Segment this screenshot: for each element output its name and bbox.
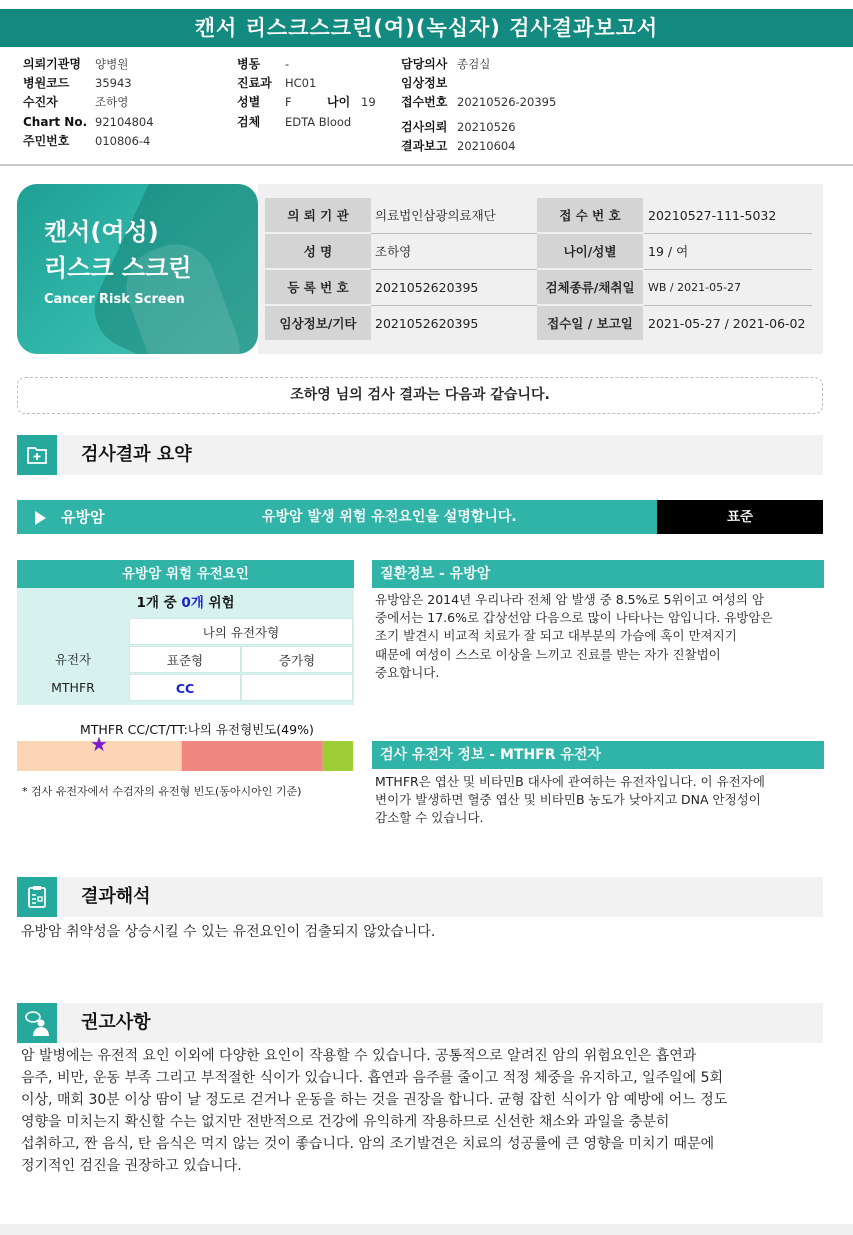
disease-info-line: 중에서는 17.6%로 갑상선암 다음으로 많이 나타나는 암입니다. 유방암은 [375,610,773,626]
risk-count [17,590,354,617]
info-key: 나이/성별 [537,234,643,268]
header-key: 의뢰기관명 [23,57,81,71]
gene-column-header: 유전자 [54,652,92,667]
disease-info-line: 중요합니다. [375,664,440,680]
recommendation-line: 음주, 비만, 운동 부족 그리고 부적절한 식이가 있습니다. 흡연과 음주를 줄이고 적정 체중을 유지하고, 일주일에 5회 [21,1070,724,1086]
header-value: 010806-4 [95,133,151,148]
recommendation-line: 영향을 미치는지 확신할 수는 없지만 전반적으로 건강에 유익하게 작용하므로 신선한 채소와 과일을 충분히 [21,1114,670,1130]
header-key: 접수번호 [401,95,448,110]
header-key: 수진자 [23,95,58,110]
header-key: Chart No. [23,114,88,129]
standard-header: 표준형 [129,646,241,673]
frequency-segment-1 [182,741,323,771]
increased-header: 증가형 [241,646,353,673]
page-bottom-strip [0,1224,853,1235]
cancer-name: 유방암 [61,508,105,526]
frequency-bar [17,741,353,771]
info-key: 등 록 번 호 [265,270,371,304]
info-key: 검체종류/채취일 [537,270,643,304]
increased-value [241,674,353,701]
frequency-segment-2 [323,741,353,771]
report-title: 캔서 리스크스크린(여)(녹십자) 검사결과보고서 [0,9,853,47]
header-col-1 [23,55,154,151]
section-interpretation-header [17,877,823,917]
gene-info-body [375,773,823,828]
star-icon: ★ [90,732,108,756]
header-col-2 [237,55,376,132]
info-key: 접 수 번 호 [537,198,643,232]
result-intro: 조하영 님의 검사 결과는 다음과 같습니다. [17,377,823,414]
header-value: 조하영 [95,95,129,110]
header-key: 병원코드 [23,76,70,91]
header-key: 검체 [237,114,261,129]
section-title: 결과해석 [81,886,151,907]
standard-value: CC [129,674,241,701]
header-key: 나이 [327,95,351,110]
header-col-3 [401,55,556,156]
header-value: 20210604 [457,138,516,153]
gene-info-line: 감소할 수 있습니다. [375,810,484,826]
header-value: 종검실 [457,57,491,71]
gene-info-line: 변이가 발생하면 혈중 엽산 및 비타민B 농도가 낮아지고 DNA 안정성이 [375,792,761,808]
info-value: 2021-05-27 / 2021-06-02 [648,315,806,331]
header-value: HC01 [285,76,317,91]
patient-info-table [258,184,823,354]
section-recommendation-header [17,1003,823,1043]
gene-risk-panel [17,560,354,705]
banner-title-line1: 캔서(여성) [44,218,159,246]
gene-panel-title: 유방암 위험 유전요인 [17,560,354,588]
frequency-label: MTHFR CC/CT/TT:나의 유전형빈도(49%) [80,722,314,737]
banner-subtitle: Cancer Risk Screen [44,292,185,307]
recommendation-text [21,1045,826,1177]
info-value: WB / 2021-05-27 [648,280,742,294]
play-triangle-icon [35,511,46,525]
header-value: 35943 [95,76,132,91]
cancer-bar [17,500,823,534]
header-key: 임상정보 [401,76,448,91]
interpretation-text: 유방암 취약성을 상승시킬 수 있는 유전요인이 검출되지 않았습니다. [21,924,436,940]
cancer-description: 유방암 발생 위험 유전요인을 설명합니다. [262,509,517,525]
gene-name: MTHFR [51,680,95,695]
info-key: 임상정보/기타 [265,306,371,340]
header-key: 담당의사 [401,57,448,71]
disease-info-body [375,591,823,682]
my-genotype-header: 나의 유전자형 [129,618,353,645]
header-key: 진료과 [237,76,272,91]
info-value: 조하영 [375,244,412,259]
info-key: 의 뢰 기 관 [265,198,371,232]
header-key: 성별 [237,95,261,110]
disease-info-line: 때문에 여성이 스스로 이상을 느끼고 진료를 받는 자가 진찰법이 [375,646,721,662]
recommendation-line: 이상, 매회 30분 이상 땀이 날 정도로 걷거나 운동을 하는 것을 권장을 합니다. 균형 잡힌 식이가 암 예방에 어느 정도 [21,1092,728,1108]
header-value: 19 [361,95,376,110]
section-title: 검사결과 요약 [81,444,192,465]
header-value: 92104804 [95,114,154,129]
info-value: 의료법인삼광의료재단 [375,208,496,223]
gene-info-title: 검사 유전자 정보 - MTHFR 유전자 [372,741,824,769]
header-key: 병동 [237,57,261,71]
section-summary-header [17,435,823,475]
header-key: 결과보고 [401,138,448,153]
header-value: EDTA Blood [285,114,352,129]
header-key: 주민번호 [23,133,70,148]
count-prefix: 1개 중 [136,595,177,611]
info-key: 성 명 [265,234,371,268]
header-value: 20210526 [457,119,516,134]
section-title: 권고사항 [81,1012,151,1033]
header-value: - [285,57,290,71]
header-value: 양병원 [95,57,129,71]
header-divider [0,164,853,166]
clipboard-icon [17,877,57,917]
recommendation-line: 섭취하고, 짠 음식, 탄 음식은 먹지 않는 것이 좋습니다. 암의 조기발견은 치료의 성공률에 큰 영향을 미치기 때문에 [21,1136,715,1152]
info-value: 20210527-111-5032 [648,207,777,223]
info-value: 2021052620395 [375,315,479,331]
count-suffix: 위험 [208,595,235,611]
product-banner [17,184,258,354]
disease-info-title: 질환정보 - 유방암 [372,560,824,588]
recommendation-line: 암 발병에는 유전적 요인 이외에 다양한 요인이 작용할 수 있습니다. 공통적으로 알려진 암의 위험요인은 흡연과 [21,1048,697,1064]
risk-level-badge: 표준 [657,500,823,534]
doctor-chat-icon [17,1003,57,1043]
info-value: 19 / 여 [648,244,689,259]
header-key: 검사의뢰 [401,119,448,134]
disease-info-line: 유방암은 2014년 우리나라 전체 암 발생 중 8.5%로 5위이고 여성의 암 [375,592,764,607]
gene-info-line: MTHFR은 엽산 및 비타민B 대사에 관여하는 유전자입니다. 이 유전자에 [375,774,765,789]
header-value: F [285,95,292,110]
folder-plus-icon [17,435,57,475]
count-value: 0개 [181,595,204,611]
info-value: 2021052620395 [375,279,479,295]
disease-info-line: 조기 발견시 비교적 치료가 잘 되고 대부분의 가슴에 혹이 만져지기 [375,628,737,644]
recommendation-line: 정기적인 검진을 권장하고 있습니다. [21,1158,242,1174]
header-value: 20210526-20395 [457,95,557,110]
frequency-note: * 검사 유전자에서 수검자의 유전형 빈도(동아시아인 기준) [22,785,302,798]
info-key: 접수일 / 보고일 [537,306,643,340]
banner-title-line2: 리스크 스크린 [44,254,192,282]
